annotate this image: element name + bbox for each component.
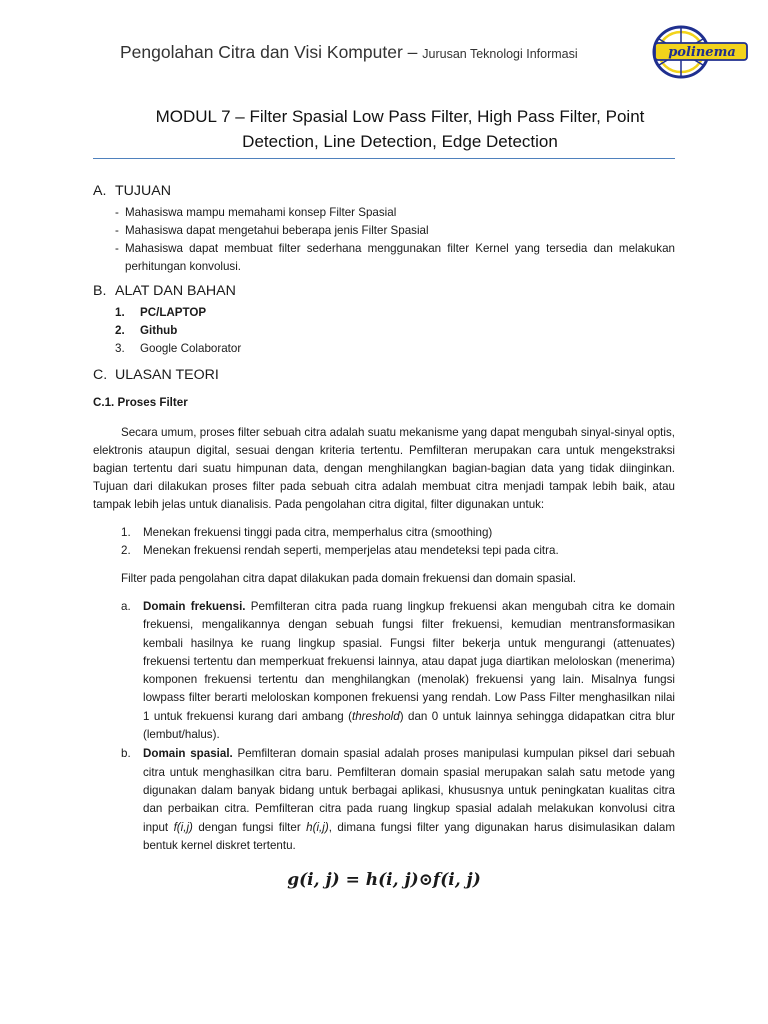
list-item: 3. Google Colaborator (115, 342, 242, 355)
convolution-formula: g(i, j) = h(i, j)⊙f(i, j) (287, 870, 481, 890)
domain-intro: Filter pada pengolahan citra dapat dilakukan pada domain frekuensi dan domain spasial. (121, 572, 577, 585)
list-item: 2. Menekan frekuensi rendah seperti, memperjelas atau mendeteksi tepi pada citra. (121, 544, 559, 557)
tools-list (93, 304, 675, 358)
header-title: Pengolahan Citra dan Visi Komputer – (120, 42, 418, 62)
logo-text: polinema (668, 45, 736, 60)
list-item-domain-frequency: a. Domain frekuensi. Pemfilteran citra pada ruang lingkup frekuensi akan mengubah citra ke domain frekuensi, mengalikannya dengan sebuah fungsi filter frekuensi, kemudian mentransformasikan kembali hasilnya ke ruang lingkup spasial. Fungsi filter bekerja untuk mengurangi (attenuates) frekuensi tertentu dan memperkuat frekuensi lainnya, atau dapat juga diartikan meloloskan (menerima) komponen frekuensi tertentu dan menghilangkan (menolak) frekuensi yang lain. Misalnya fungsi lowpass filter berarti meloloskan komponen frekuensi yang rendah. Low Pass Filter menghasilkan nilai 1 untuk frekuensi kurang dari ambang (threshold) dan 0 untuk lainnya sehingga didapatkan citra blur (lembut/halus). (121, 600, 675, 742)
subsection-heading: C.1. Proses Filter (93, 396, 188, 409)
title-divider (93, 158, 675, 159)
list-item: - Mahasiswa mampu memahami konsep Filter Spasial (115, 206, 397, 219)
polinema-logo (645, 24, 749, 80)
header (120, 42, 620, 63)
list-item-domain-spatial: b. Domain spasial. Pemfilteran domain spasial adalah proses manipulasi kumpulan piksel dari sebuah citra untuk menghasilkan citra baru. Pemfilteran domain spasial merupakan salah satu metode yang digunakan dalam banyak bidang untuk berbagai aplikasi, khususnya untuk peningkatan kualitas citra dan perbaikan citra. Pemfilteran citra pada ruang lingkup spasial adalah melakukan konvolusi citra input f(i,j) dengan fungsi filter h(i,j), dimana fungsi filter yang digunakan harus disimulasikan dalam bentuk kernel diskret tertentu. (121, 747, 676, 852)
module-title (110, 104, 690, 154)
header-subtitle: Jurusan Teknologi Informasi (422, 47, 578, 61)
list-item: 1. Menekan frekuensi tinggi pada citra, memperhalus citra (smoothing) (121, 526, 493, 539)
list-item: 1. PC/LAPTOP (115, 306, 207, 319)
list-item: - Mahasiswa dapat mengetahui beberapa jenis Filter Spasial (115, 224, 429, 237)
section-b-heading: B. ALAT DAN BAHAN (93, 283, 236, 299)
document-body (93, 182, 675, 856)
section-a-heading: A. TUJUAN (93, 183, 171, 199)
filter-uses-list (93, 524, 675, 560)
domain-list (93, 598, 675, 855)
list-item: 2. Github (115, 324, 178, 337)
section-c-heading: C. ULASAN TEORI (93, 367, 219, 383)
module-title-line1: MODUL 7 – Filter Spasial Low Pass Filter, High Pass Filter, Point (155, 107, 645, 126)
list-item: - Mahasiswa dapat membuat filter sederhana menggunakan filter Kernel yang tersedia dan melakukan perhitungan konvolusi. (115, 242, 675, 273)
module-title-line2: Detection, Line Detection, Edge Detection (242, 132, 558, 151)
intro-paragraph: Secara umum, proses filter sebuah citra adalah suatu mekanisme yang dapat mengubah sinyal-sinyal optis, elektronis ataupun digital, sesuai dengan kriteria tertentu. Pemfilteran merupakan cara untuk mengekstraksi bagian tertentu dari suatu himpunan data, dengan menghilangkan bagian-bagian data yang tidak diinginkan. Tujuan dari dilakukan proses filter pada sebuah citra adalah membuat citra menjadi tampak lebih baik, atau tampak lebih jelas untuk dianalisis. Pada pengolahan citra digital, filter digunakan untuk: (93, 426, 675, 511)
objectives-list (93, 204, 675, 276)
